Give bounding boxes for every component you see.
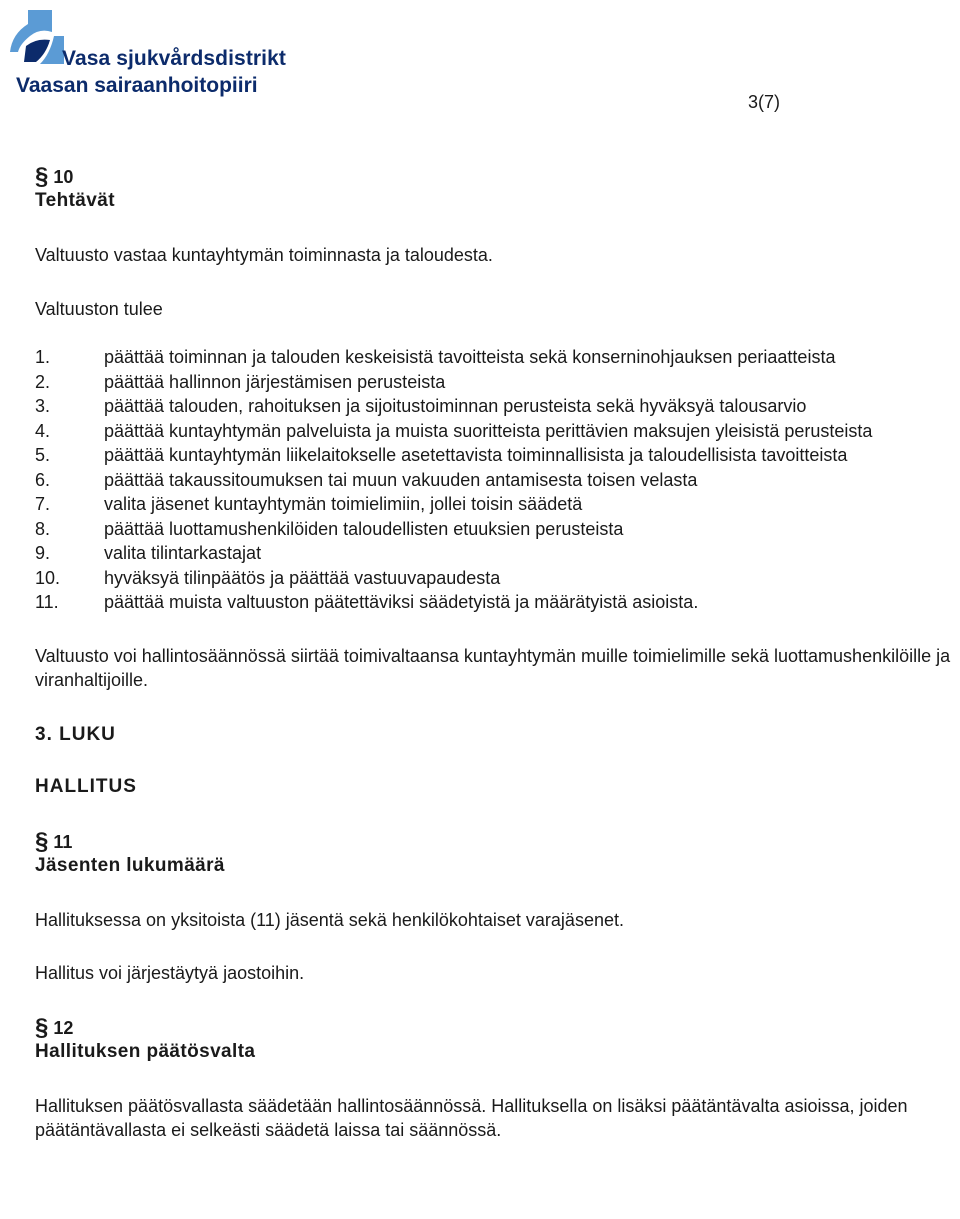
list-item: 10. hyväksyä tilinpäätös ja päättää vastuuvapaudesta bbox=[35, 567, 501, 588]
section-sign-icon: § bbox=[35, 1013, 49, 1041]
list-item: 2. päättää hallinnon järjestämisen perusteista bbox=[35, 371, 446, 392]
section-11-title: Jäsenten lukumäärä bbox=[35, 854, 225, 876]
list-item: 9. valita tilintarkastajat bbox=[35, 543, 262, 563]
list-item: 7. valita jäsenet kuntayhtymän toimielimiin, jollei toisin säädetä bbox=[35, 494, 583, 514]
chapter-title: HALLITUS bbox=[35, 776, 137, 797]
chapter-label: 3. LUKU bbox=[35, 723, 116, 745]
section-10-paragraph-2: Valtuuston tulee bbox=[35, 298, 163, 319]
page-header bbox=[0, 0, 960, 110]
section-sign-icon: § bbox=[35, 827, 49, 855]
section-12-paragraph-1: Hallituksen päätösvallasta säädetään hallintosäännössä. Hallituksella on lisäksi päätäntävalta asioissa, joiden päätäntävallasta ei selkeästi säädetä laissa tai säännössä. bbox=[35, 1095, 908, 1140]
section-sign-icon: § bbox=[35, 163, 49, 190]
list-item: 6. päättää takaussitoumuksen tai muun vakuuden antamisesta toisen velasta bbox=[35, 469, 698, 490]
list-item: 4. päättää kuntayhtymän palveluista ja muista suoritteista perittävien maksujen yleisistä perusteista bbox=[35, 420, 873, 441]
list-item: 3. päättää talouden, rahoituksen ja sijoitustoiminnan perusteista sekä hyväksyä talousarvio bbox=[35, 396, 807, 416]
section-11-paragraph-1: Hallituksessa on yksitoista (11) jäsentä sekä henkilökohtaiset varajäsenet. bbox=[35, 909, 624, 930]
list-item: 1. päättää toiminnan ja talouden keskeisistä tavoitteista sekä konserninohjauksen periaatteista bbox=[35, 347, 836, 367]
section-11-paragraph-2: Hallitus voi järjestäytyä jaostoihin. bbox=[35, 963, 305, 983]
section-11-number bbox=[35, 827, 955, 855]
list-item: 11. päättää muista valtuuston päätettäviksi säädetyistä ja määrätyistä asioista. bbox=[35, 592, 699, 612]
section-10-paragraph-1: Valtuusto vastaa kuntayhtymän toiminnasta ja taloudesta. bbox=[35, 245, 493, 265]
section-10-number-value: 10 bbox=[53, 167, 74, 187]
list-item: 5. päättää kuntayhtymän liikelaitokselle asetettavista toiminnallisista ja taloudellisista tavoitteista bbox=[35, 445, 848, 465]
document-body bbox=[35, 163, 955, 1143]
org-name-swedish: Vasa sjukvårdsdistrikt bbox=[62, 47, 286, 70]
council-duties-list bbox=[35, 345, 955, 615]
section-10-number bbox=[35, 163, 955, 190]
page-number: 3(7) bbox=[748, 92, 781, 112]
list-item: 8. päättää luottamushenkilöiden taloudellisten etuuksien perusteista bbox=[35, 518, 624, 539]
section-12-number bbox=[35, 1013, 955, 1041]
section-10-paragraph-3: Valtuusto voi hallintosäännössä siirtää toimivaltaansa kuntayhtymän muille toimielimille sekä luottamushenkilöille ja viranhaltijoille. bbox=[35, 645, 951, 690]
section-11-number-value: 11 bbox=[53, 831, 73, 852]
section-12-title: Hallituksen päätösvalta bbox=[35, 1040, 256, 1062]
section-12-number-value: 12 bbox=[53, 1017, 74, 1038]
org-name-finnish: Vaasan sairaanhoitopiiri bbox=[16, 74, 258, 97]
section-10-title: Tehtävät bbox=[35, 190, 115, 211]
district-logo-icon bbox=[6, 6, 66, 68]
